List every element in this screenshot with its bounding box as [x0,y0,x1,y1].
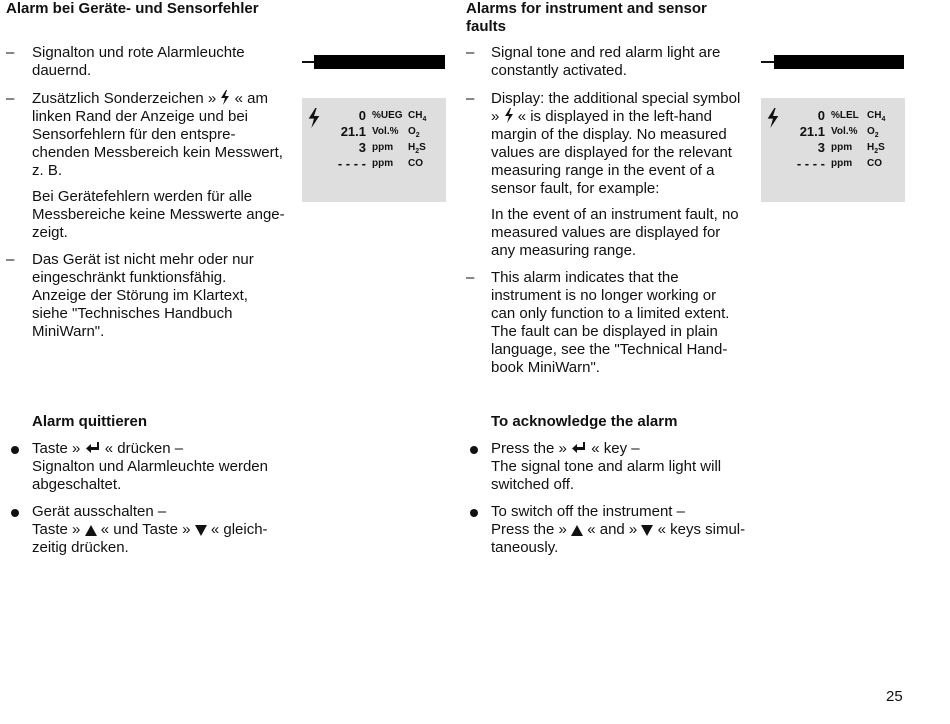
display-gas: CO [867,158,882,169]
english-title [466,0,756,36]
up-arrow-key-icon [571,525,583,536]
text-line: values are displayed for the relevant [491,144,732,161]
text-line: Bei Gerätefehlern werden für alle [32,188,253,205]
text-span: « und Taste » [100,521,191,538]
text-line: measured values are displayed for [491,224,721,241]
text-span: Press the » [491,440,567,457]
text-span: « am [234,90,268,107]
text-line: Anzeige der Störung im Klartext, [32,287,248,304]
text-line: Das Gerät ist nicht mehr oder nur [32,251,254,268]
text-span: « keys simul- [657,521,746,538]
text-line: MiniWarn". [32,323,105,340]
text-line [491,521,771,539]
fault-bolt-icon [220,90,230,105]
up-arrow-key-icon [85,525,97,536]
display-row [302,108,446,124]
display-example [302,98,446,202]
fault-bolt-icon [504,108,514,123]
enter-key-icon [571,441,587,455]
list-dash: – [466,90,475,107]
text-line [32,90,302,108]
text-line: chenden Messbereich kein Messwert, [32,144,283,161]
text-line [491,108,761,126]
text-line: constantly activated. [491,62,627,79]
display-value: 0 [358,108,366,123]
text-line [32,521,302,539]
text-line: siehe "Technisches Handbuch [32,305,233,322]
text-line: switched off. [491,476,575,493]
display-row [761,156,905,172]
display-row [302,156,446,172]
english-ack-step-2 [491,503,771,557]
list-dash: – [6,44,15,61]
display-unit: ppm [831,142,853,153]
title-line: faults [466,18,507,35]
text-line: In the event of an instrument fault, no [491,206,739,223]
display-row [761,140,905,156]
display-unit: Vol.% [372,126,399,137]
text-span: « gleich- [210,521,268,538]
german-paragraph [32,188,302,242]
text-line: any measuring range. [491,242,637,259]
english-item-2 [491,90,761,198]
page-number: 25 [886,688,903,705]
german-item-1 [32,44,302,80]
text-line [32,440,302,458]
gas-subscript: 2 [415,132,420,139]
text-span: Press the » [491,521,567,538]
display-unit: %UEG [372,110,403,121]
text-line: To switch off the instrument – [491,503,685,520]
display-row [761,124,905,140]
display-bar [774,55,904,69]
gas-subscript: 2 [874,132,879,139]
enter-key-icon [85,441,101,455]
bullet [11,509,19,517]
text-span: « and » [587,521,638,538]
text-span: Taste » [32,440,81,457]
display-unit: %LEL [831,110,859,121]
text-line: linken Rand der Anzeige und bei [32,108,248,125]
text-line: dauernd. [32,62,92,79]
down-arrow-key-icon [641,525,653,536]
english-item-1 [491,44,761,80]
text-line: Signalton und rote Alarmleuchte [32,44,245,61]
text-line: taneously. [491,539,559,556]
gas-subscript: 4 [422,116,427,123]
text-span: « key – [591,440,640,457]
down-arrow-key-icon [195,525,207,536]
german-title: Alarm bei Geräte- und Sensorfehler [6,0,259,17]
text-line: Signal tone and red alarm light are [491,44,721,61]
text-line: margin of the display. No measured [491,126,727,143]
list-dash: – [6,251,15,268]
display-row [302,124,446,140]
text-span: » [491,108,500,125]
display-unit: ppm [831,158,853,169]
text-line: zeigt. [32,224,68,241]
german-item-3 [32,251,302,341]
text-span: « is displayed in the left-hand [517,108,712,125]
gas-symbol: CH [867,110,882,121]
display-value: 21.1 [799,124,825,139]
gas-subscript: 2 [415,148,420,155]
display-unit: Vol.% [831,126,858,137]
text-line: measuring range in the event of a [491,162,715,179]
text-line: Signalton und Alarmleuchte werden [32,458,268,475]
text-line: can only function to a limited extent. [491,305,730,322]
text-span: Taste » [32,521,81,538]
text-line: Sensorfehlern für den entspre- [32,126,236,143]
display-value: 3 [358,140,366,155]
text-line [491,440,761,458]
text-line: The fault can be displayed in plain [491,323,718,340]
display-bar [314,55,445,69]
title-line: Alarms for instrument and sensor [466,0,707,17]
text-line: Display: the additional special symbol [491,90,741,107]
german-ack-step-2 [32,503,302,557]
text-line: abgeschaltet. [32,476,122,493]
german-item-2 [32,90,302,180]
german-ack-title: Alarm quittieren [32,413,148,430]
display-gas: CO [408,158,423,169]
bullet [470,446,478,454]
text-line: zeitig drücken. [32,539,129,556]
gas-subscript: 2 [874,148,879,155]
display-value: - - - - [337,156,366,171]
gas-subscript: 4 [881,116,886,123]
display-value: 3 [817,140,825,155]
display-row [761,108,905,124]
text-line: eingeschränkt funktionsfähig. [32,269,227,286]
text-line: instrument is no longer working or [491,287,717,304]
display-unit: ppm [372,142,394,153]
gas-symbol: S [419,142,426,153]
gas-symbol: H [867,142,875,153]
english-paragraph [491,206,761,260]
list-dash: – [466,269,475,286]
display-value: - - - - [796,156,825,171]
display-row [302,140,446,156]
display-value: 0 [817,108,825,123]
text-span: « drücken – [104,440,184,457]
text-line: book MiniWarn". [491,359,600,376]
display-unit: ppm [372,158,394,169]
text-line: This alarm indicates that the [491,269,679,286]
text-line: z. B. [32,162,63,179]
bullet [11,446,19,454]
display-value: 21.1 [340,124,366,139]
gas-symbol: S [878,142,885,153]
gas-symbol: O [867,126,875,137]
text-line: language, see the "Technical Hand- [491,341,728,358]
english-ack-title: To acknowledge the alarm [491,413,678,430]
english-ack-step-1 [491,440,761,494]
text-line: sensor fault, for example: [491,180,660,197]
text-span: Zusätzlich Sonderzeichen » [32,90,217,107]
english-item-3 [491,269,761,377]
text-line: The signal tone and alarm light will [491,458,722,475]
text-line: Gerät ausschalten – [32,503,167,520]
display-example [761,98,905,202]
german-ack-step-1 [32,440,302,494]
list-dash: – [6,90,15,107]
list-dash: – [466,44,475,61]
gas-symbol: O [408,126,416,137]
gas-symbol: H [408,142,416,153]
gas-symbol: CH [408,110,423,121]
bullet [470,509,478,517]
text-line: Messbereiche keine Messwerte ange- [32,206,285,223]
